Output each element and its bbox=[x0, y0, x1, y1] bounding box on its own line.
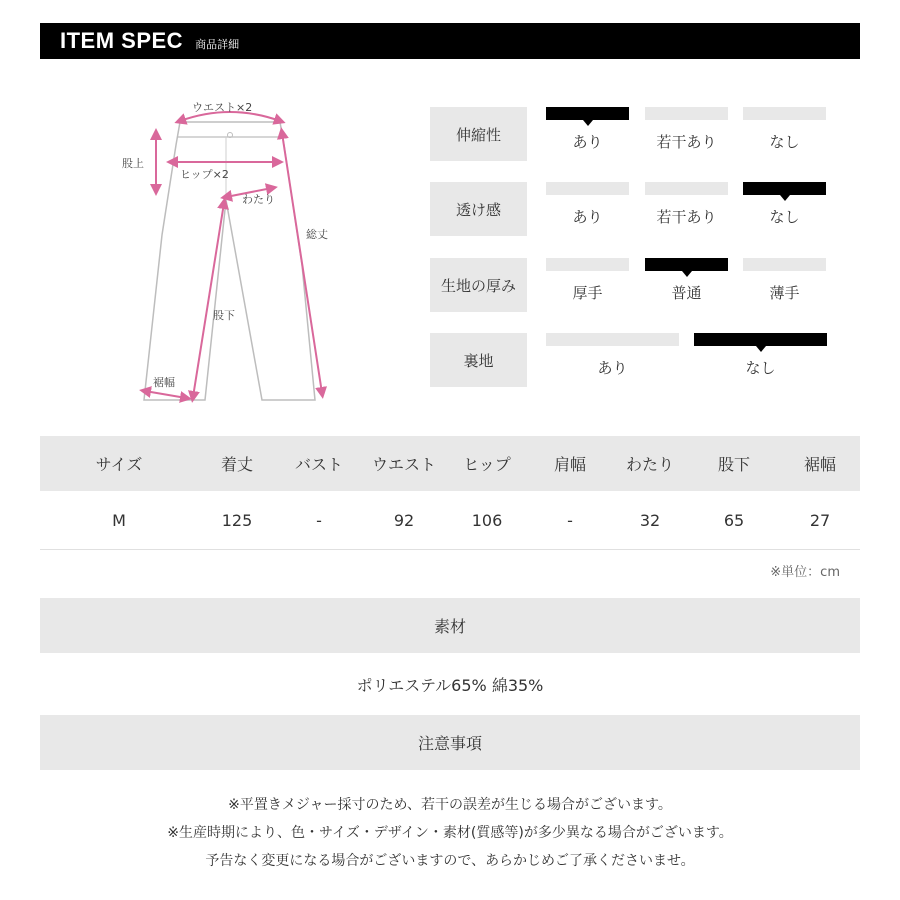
spec-row-thickness bbox=[430, 258, 830, 312]
spec-option: 普通 bbox=[645, 258, 728, 312]
option-indicator bbox=[645, 107, 728, 120]
table-cell: 27 bbox=[809, 511, 831, 530]
table-header-cell: 股下 bbox=[717, 455, 750, 474]
table-header-cell: わたり bbox=[625, 455, 674, 474]
spec-row-stretch bbox=[430, 107, 830, 161]
option-indicator bbox=[546, 258, 629, 271]
option-indicator bbox=[743, 258, 826, 271]
pants-diagram bbox=[110, 85, 350, 415]
spec-option: 若干あり bbox=[645, 182, 728, 236]
header-subtitle: 商品詳細 bbox=[195, 37, 240, 51]
spec-option: あり bbox=[546, 107, 629, 161]
size-table-header bbox=[40, 436, 860, 491]
spec-row-sheerness bbox=[430, 182, 830, 236]
option-indicator bbox=[743, 107, 826, 120]
inseam-label: 股下 bbox=[213, 309, 235, 322]
hem-label: 裾幅 bbox=[153, 376, 175, 389]
unit-note: ※単位：cm bbox=[770, 565, 840, 580]
table-cell: 32 bbox=[639, 511, 661, 530]
selected-indicator bbox=[694, 333, 827, 346]
table-cell: 65 bbox=[723, 511, 745, 530]
thigh-label: わたり bbox=[242, 193, 275, 206]
spec-label: 裏地 bbox=[430, 333, 527, 387]
length-label: 総丈 bbox=[306, 228, 328, 241]
table-cell: 92 bbox=[393, 511, 415, 530]
selected-indicator bbox=[645, 258, 728, 271]
material-heading: 素材 bbox=[40, 598, 860, 653]
table-header-cell: バスト bbox=[294, 455, 343, 474]
rise-label: 股上 bbox=[122, 157, 144, 170]
spec-label: 生地の厚み bbox=[430, 258, 527, 312]
notes-heading: 注意事項 bbox=[40, 715, 860, 770]
selected-indicator bbox=[743, 182, 826, 195]
waist-label: ウエスト×2 bbox=[192, 101, 253, 114]
spec-option: なし bbox=[743, 107, 826, 161]
pants-illustration bbox=[110, 85, 350, 415]
spec-label: 透け感 bbox=[430, 182, 527, 236]
selected-indicator bbox=[546, 107, 629, 120]
table-row bbox=[40, 492, 860, 550]
spec-row-lining bbox=[430, 333, 830, 387]
spec-option: なし bbox=[694, 333, 827, 387]
pants-outline bbox=[144, 122, 315, 400]
table-cell: - bbox=[567, 511, 573, 530]
hip-label: ヒップ×2 bbox=[180, 168, 229, 181]
note-line: ※生産時期により、色・サイズ・デザイン・素材(質感等)が多少異なる場合がございます。 bbox=[167, 825, 733, 841]
note-line: ※平置きメジャー採寸のため、若干の誤差が生じる場合がございます。 bbox=[228, 797, 672, 813]
option-indicator bbox=[546, 333, 679, 346]
table-header-cell: ウエスト bbox=[371, 455, 436, 474]
table-cell: M bbox=[112, 511, 126, 530]
table-header-cell: サイズ bbox=[95, 455, 143, 474]
spec-option: なし bbox=[743, 182, 826, 236]
spec-option: 薄手 bbox=[743, 258, 826, 312]
table-header-cell: 着丈 bbox=[220, 455, 253, 474]
table-cell: - bbox=[316, 511, 322, 530]
table-cell: 125 bbox=[221, 511, 253, 530]
option-indicator bbox=[645, 182, 728, 195]
table-header-cell: 肩幅 bbox=[553, 455, 586, 474]
table-cell: 106 bbox=[471, 511, 503, 530]
table-header-cell: ヒップ bbox=[463, 455, 511, 474]
spec-option: 若干あり bbox=[645, 107, 728, 161]
material-text: ポリエステル65% 綿35% bbox=[356, 676, 544, 695]
spec-label: 伸縮性 bbox=[430, 107, 527, 161]
header-title: ITEM SPEC bbox=[60, 28, 184, 53]
spec-option: 厚手 bbox=[546, 258, 629, 312]
spec-option: あり bbox=[546, 333, 679, 387]
table-header-cell: 裾幅 bbox=[803, 455, 836, 474]
note-line: 予告なく変更になる場合がございますので、あらかじめご了承くださいませ。 bbox=[205, 853, 695, 869]
item-spec-header bbox=[40, 23, 860, 59]
spec-option: あり bbox=[546, 182, 629, 236]
option-indicator bbox=[546, 182, 629, 195]
